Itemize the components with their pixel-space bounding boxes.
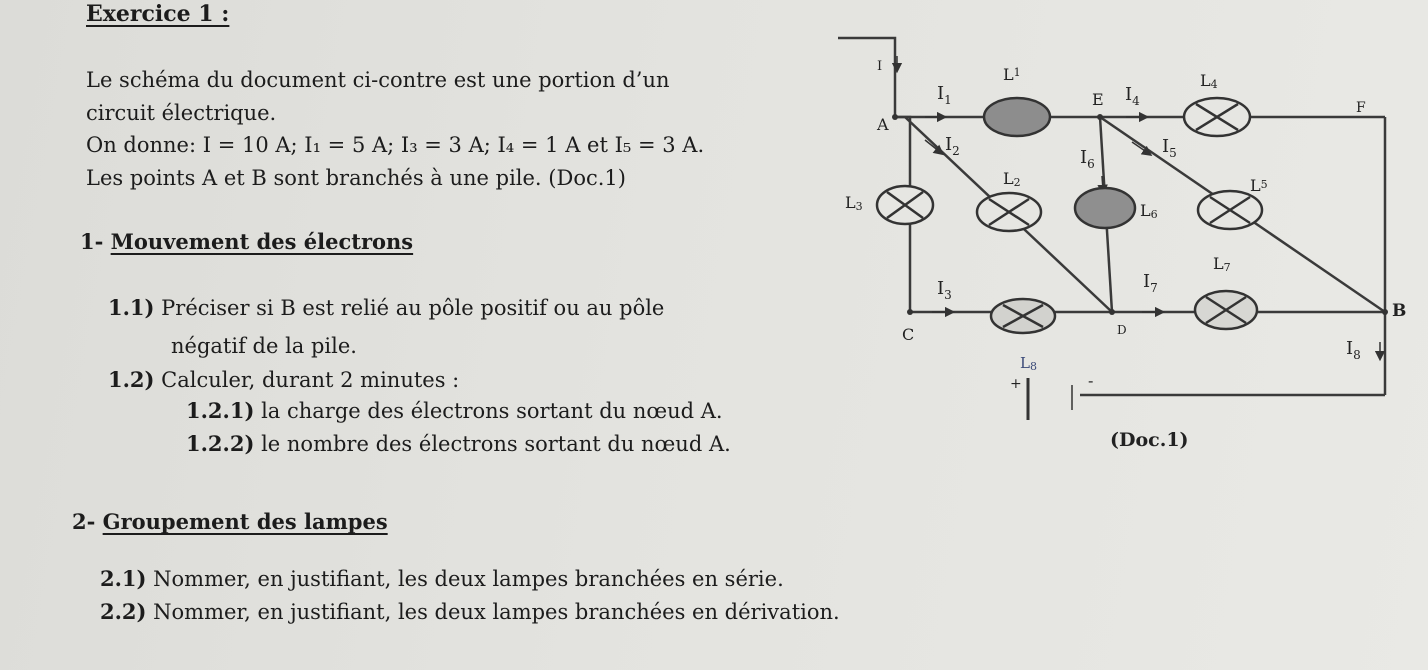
question-1-1-continued: négatif de la pile. [171, 334, 357, 358]
label-current-i5-letter: I [1162, 136, 1170, 157]
intro-given-values: On donne: I = 10 A; I₁ = 5 A; I₃ = 3 A; I₄ = 1 A et I₅ = 3 A. [86, 133, 705, 157]
label-current-i5-sub: 5 [1169, 146, 1177, 160]
lamp-l6 [1075, 188, 1135, 228]
label-node-b: B [1392, 301, 1407, 321]
label-lamp-l7-sub: 7 [1223, 261, 1231, 274]
circuit-wires [838, 38, 1385, 440]
label-lamp-l4-letter: L [1200, 71, 1211, 90]
label-lamp-l8-letter: L [1020, 354, 1030, 372]
label-current-i2-letter: I [945, 134, 953, 155]
label-current-i5 [1162, 136, 1177, 160]
battery-minus: - [1088, 371, 1094, 390]
label-current-i: I [877, 59, 883, 74]
label-current-i7-sub: 7 [1150, 281, 1158, 295]
label-lamp-l3 [845, 193, 863, 213]
question-1-1-text: Préciser si B est relié au pôle positif ou au pôle [154, 296, 665, 320]
lamp-l5 [1198, 191, 1262, 229]
label-current-i4 [1125, 84, 1140, 108]
label-current-i6-letter: I [1080, 147, 1088, 168]
label-lamp-l7 [1213, 254, 1231, 274]
lamp-l2 [977, 193, 1041, 231]
label-node-f: F [1356, 100, 1366, 116]
diagram-caption: (Doc.1) [1110, 429, 1189, 451]
label-lamp-l6-sub: 6 [1150, 208, 1158, 221]
intro-line-2: circuit électrique. [86, 101, 277, 125]
label-current-i3 [937, 278, 952, 302]
label-current-i2 [945, 134, 960, 158]
label-lamp-l2 [1003, 169, 1021, 189]
node-e-dot [1097, 114, 1103, 120]
battery [1028, 378, 1072, 420]
lamp-l1 [984, 98, 1050, 136]
label-lamp-l1-sub: 1 [1013, 66, 1021, 79]
label-node-a: A [877, 115, 889, 134]
section-2-title: Groupement des lampes [102, 509, 388, 534]
question-2-1-number: 2.1) [100, 566, 147, 591]
section-1-number: 1- [80, 229, 111, 254]
node-a-dot [892, 114, 898, 120]
question-1-2-1-text: la charge des électrons sortant du nœud A. [254, 399, 723, 423]
label-lamp-l4-sub: 4 [1210, 78, 1218, 91]
question-2-2-number: 2.2) [100, 599, 147, 624]
node-b-dot [1382, 309, 1388, 315]
intro-line-1: Le schéma du document ci-contre est une portion d’un [86, 68, 670, 92]
label-lamp-l1 [1003, 65, 1021, 84]
label-current-i6-sub: 6 [1087, 157, 1095, 171]
label-node-d: D [1117, 323, 1127, 337]
label-current-i4-sub: 4 [1132, 94, 1140, 108]
label-current-i1 [937, 83, 952, 107]
label-lamp-l4 [1200, 71, 1218, 91]
label-current-i1-sub: 1 [944, 93, 952, 107]
question-1-2-1-number: 1.2.1) [186, 398, 255, 423]
label-lamp-l3-letter: L [845, 193, 856, 212]
section-1-title: Mouvement des électrons [110, 229, 414, 254]
lamp-l4 [1184, 98, 1250, 136]
label-current-i2-sub: 2 [952, 144, 960, 158]
question-2-2-text: Nommer, en justifiant, les deux lampes branchées en dérivation. [146, 600, 840, 624]
label-current-i8-sub: 8 [1353, 348, 1361, 362]
question-1-2-2-text: le nombre des électrons sortant du nœud A. [254, 432, 731, 456]
lamp-l7 [1195, 291, 1257, 329]
lamp-l3 [877, 186, 933, 224]
lamps [877, 98, 1262, 333]
wire-hidden [850, 395, 1030, 440]
label-lamp-l8 [1020, 354, 1037, 373]
label-current-i3-letter: I [937, 278, 945, 299]
label-current-i3-sub: 3 [944, 288, 952, 302]
question-2-1-text: Nommer, en justifiant, les deux lampes branchées en série. [146, 567, 784, 591]
battery-plus: + [1010, 376, 1022, 392]
label-node-e: E [1092, 90, 1104, 109]
question-1-2-number: 1.2) [108, 367, 155, 392]
label-lamp-l6 [1140, 201, 1158, 221]
exercise-title: Exercice 1 : [86, 1, 230, 27]
intro-line-4: Les points A et B sont branchés à une pile. (Doc.1) [86, 166, 626, 190]
node-d-dot [1109, 309, 1115, 315]
question-1-1-number: 1.1) [108, 295, 155, 320]
label-current-i7 [1143, 271, 1158, 295]
label-node-c: C [902, 325, 915, 344]
label-lamp-l5-sub: 5 [1260, 178, 1268, 191]
label-lamp-l6-letter: L [1140, 201, 1151, 220]
label-lamp-l2-letter: L [1003, 169, 1014, 188]
label-current-i7-letter: I [1143, 271, 1151, 292]
node-c-dot [907, 309, 913, 315]
section-2-number: 2- [72, 509, 103, 534]
question-1-2-text: Calculer, durant 2 minutes : [154, 368, 460, 392]
label-lamp-l8-sub: 8 [1029, 360, 1037, 373]
label-lamp-l5 [1250, 176, 1268, 195]
label-current-i1-letter: I [937, 83, 945, 104]
wire-main-in [838, 38, 895, 117]
label-lamp-l2-sub: 2 [1013, 176, 1021, 189]
label-lamp-l1-letter: L [1003, 65, 1014, 84]
label-current-i4-letter: I [1125, 84, 1133, 105]
label-current-i8-letter: I [1346, 338, 1354, 359]
label-current-i6 [1080, 147, 1095, 171]
label-lamp-l7-letter: L [1213, 254, 1224, 273]
question-1-2-2-number: 1.2.2) [186, 431, 255, 456]
lamp-l8 [991, 299, 1055, 333]
label-lamp-l5-letter: L [1250, 176, 1261, 195]
label-current-i8 [1346, 338, 1361, 362]
label-lamp-l3-sub: 3 [855, 200, 863, 213]
